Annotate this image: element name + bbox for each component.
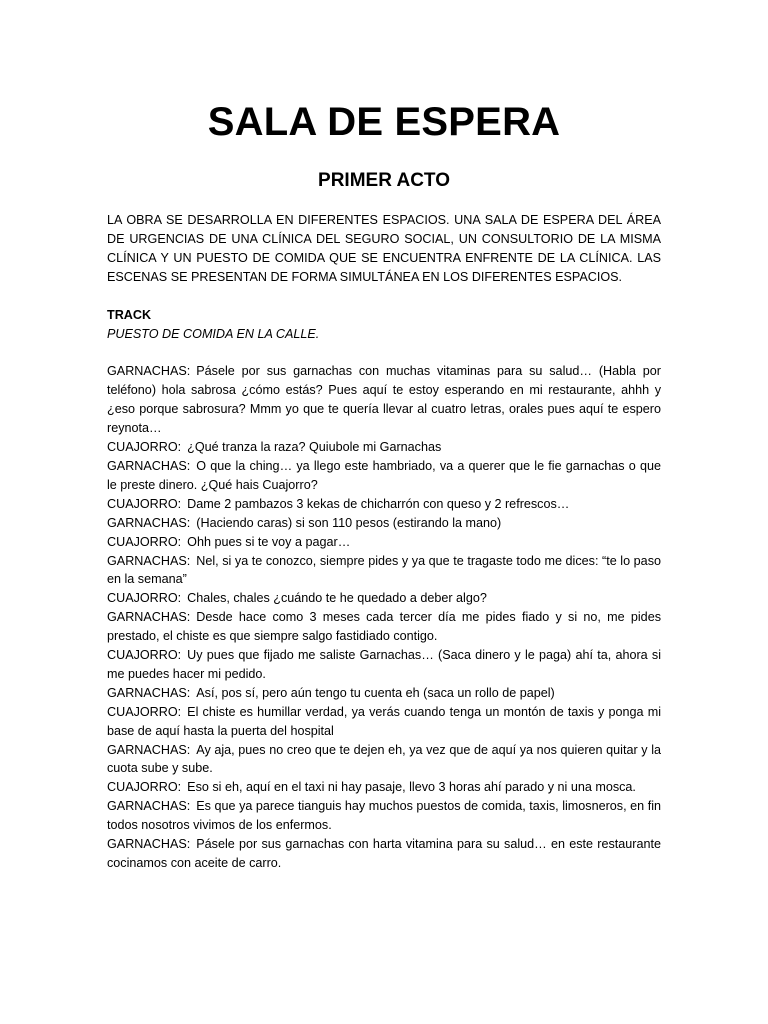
speech-text: ¿Qué tranza la raza? Quiubole mi Garnachas	[187, 440, 442, 455]
speaker-name: CUAJORRO:	[107, 440, 182, 455]
track-label: TRACK	[107, 307, 152, 322]
speech-text: El chiste es humillar verdad, ya verás cuando tenga un montón de taxis y ponga mi base de aquí hasta la puerta del hospital	[107, 704, 661, 738]
speaker-name: CUAJORRO:	[107, 534, 182, 549]
speech-text: Nel, si ya te conozco, siempre pides y ya que te tragaste todo me dices: “te lo paso en la semana”	[107, 553, 661, 587]
speech-text: Ay aja, pues no creo que te dejen eh, ya vez que de aquí ya nos quieren quitar y la cuota sube y sube.	[107, 742, 661, 776]
speech-text: O que la ching… ya llego este hambriado, va a querer que le fie garnachas o que le preste dinero. ¿Qué hais Cuajorro?	[107, 458, 661, 492]
speaker-name: GARNACHAS:	[107, 553, 191, 568]
act-heading: PRIMER ACTO	[318, 170, 450, 191]
speaker-name: GARNACHAS:	[107, 742, 191, 757]
speech-text: Pásele por sus garnachas con muchas vitaminas para su salud… (Habla por teléfono) hola sabrosa ¿cómo estás? Pues aquí te estoy esperando en mi restaurante, ahhh y ¿eso porque sabrosura? Mmm yo que te quería llevar al cuatro letras, orales pues aquí te espero reynota…	[107, 364, 661, 436]
dialogue-line	[107, 797, 661, 835]
dialogue-line	[107, 552, 661, 590]
speaker-name: GARNACHAS:	[107, 364, 191, 379]
play-title: SALA DE ESPERA	[207, 100, 561, 144]
speech-text: Pásele por sus garnachas con harta vitamina para su salud… en este restaurante cocinamos con aceite de carro.	[107, 837, 661, 870]
speech-text: Eso si eh, aquí en el taxi ni hay pasaje, llevo 3 horas ahí parado y ni una mosca.	[187, 780, 636, 795]
speech-text: Uy pues que fijado me saliste Garnachas… (Saca dinero y le paga) ahí ta, ahora si me puedes hacer mi pedido.	[107, 648, 661, 681]
dialogue-line	[107, 438, 661, 457]
speaker-name: CUAJORRO:	[107, 704, 182, 719]
dialogue-line	[107, 703, 661, 741]
speech-text: Ohh pues si te voy a pagar…	[187, 534, 351, 549]
dialogue-line	[107, 741, 661, 779]
dialogue-line	[107, 457, 661, 495]
speech-text: (Haciendo caras) si son 110 pesos (estirando la mano)	[196, 515, 502, 530]
dialogue-list	[107, 362, 661, 872]
speech-text: Desde hace como 3 meses cada tercer día me pides fiado y si no, me pides prestado, el chiste es que siempre salgo fastidiado contigo.	[107, 610, 661, 644]
speaker-name: CUAJORRO:	[107, 780, 182, 795]
speaker-name: CUAJORRO:	[107, 591, 182, 606]
document-page	[107, 96, 661, 873]
scene-location: PUESTO DE COMIDA EN LA CALLE.	[107, 326, 320, 341]
speech-text: Chales, chales ¿cuándo te he quedado a deber algo?	[187, 591, 487, 606]
dialogue-line	[107, 646, 661, 684]
speech-text: Así, pos sí, pero aún tengo tu cuenta eh (saca un rollo de papel)	[196, 685, 555, 700]
dialogue-line	[107, 514, 661, 533]
setting-description: LA OBRA SE DESARROLLA EN DIFERENTES ESPACIOS. UNA SALA DE ESPERA DEL ÁREA DE URGENCIAS DE UNA CLÍNICA DEL SEGURO SOCIAL, UN CONSULTORIO DE LA MISMA CLÍNICA Y UN PUESTO DE COMIDA QUE SE ENCUENTRA ENFRENTE DE LA CLÍNICA. LAS ESCENAS SE PRESENTAN DE FORMA SIMULTÁNEA EN LOS DIFERENTES ESPACIOS.	[107, 213, 661, 284]
dialogue-line	[107, 835, 661, 873]
dialogue-line	[107, 495, 661, 514]
speaker-name: GARNACHAS:	[107, 458, 191, 473]
speech-text: Dame 2 pambazos 3 kekas de chicharrón con queso y 2 refrescos…	[187, 496, 570, 511]
dialogue-line	[107, 778, 661, 797]
speaker-name: GARNACHAS:	[107, 685, 191, 700]
speech-text: Es que ya parece tianguis hay muchos puestos de comida, taxis, limosneros, en fin todos nosotros vivimos de los enfermos.	[107, 799, 661, 833]
dialogue-line	[107, 533, 661, 552]
speaker-name: CUAJORRO:	[107, 648, 182, 663]
speaker-name: GARNACHAS:	[107, 515, 191, 530]
dialogue-line	[107, 608, 661, 646]
speaker-name: GARNACHAS:	[107, 837, 191, 852]
speaker-name: GARNACHAS:	[107, 610, 191, 625]
speaker-name: GARNACHAS:	[107, 799, 191, 814]
dialogue-line	[107, 589, 661, 608]
dialogue-line	[107, 684, 661, 703]
dialogue-line	[107, 362, 661, 438]
speaker-name: CUAJORRO:	[107, 496, 182, 511]
